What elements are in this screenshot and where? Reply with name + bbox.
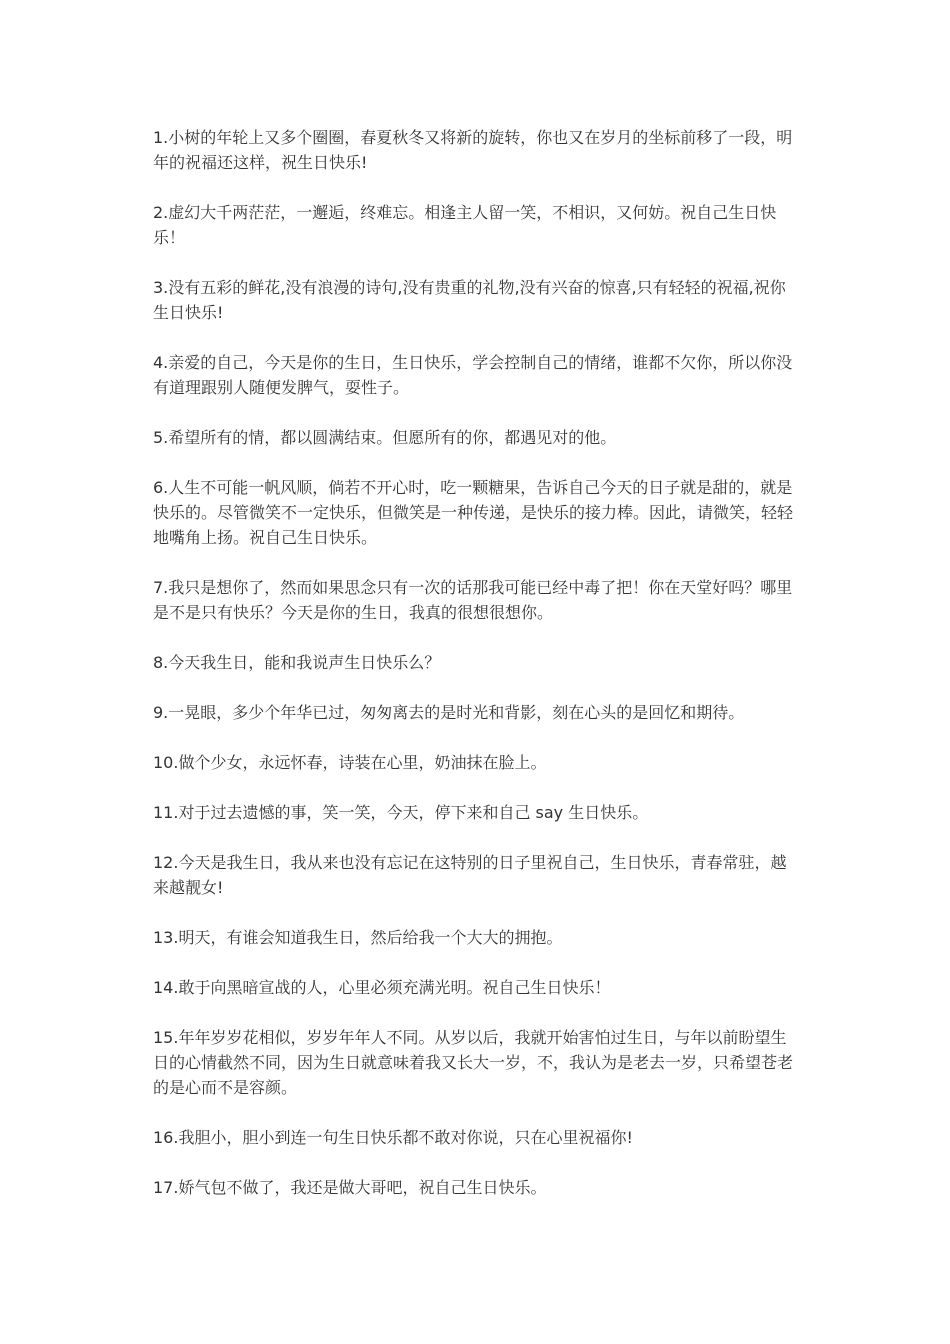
paragraph-14: 14.敢于向黑暗宣战的人，心里必须充满光明。祝自己生日快乐！ (153, 978, 611, 997)
paragraph-16: 16.我胆小，胆小到连一句生日快乐都不敢对你说，只在心里祝福你! (153, 1128, 633, 1147)
paragraph-8: 8.今天我生日，能和我说声生日快乐么？ (153, 653, 441, 672)
paragraph-2: 2.虚幻大千两茫茫，一邂逅，终难忘。相逢主人留一笑，不相识，又何妨。祝自己生日快乐！ (153, 203, 777, 247)
paragraph-3: 3.没有五彩的鲜花,没有浪漫的诗句,没有贵重的礼物,没有兴奋的惊喜,只有轻轻的祝福,祝你生日快乐! (153, 278, 786, 322)
paragraph-7: 7.我只是想你了，然而如果思念只有一次的话那我可能已经中毒了把！你在天堂好吗？哪里是不是只有快乐？今天是你的生日，我真的很想很想你。 (153, 578, 793, 622)
paragraph-15: 15.年年岁岁花相似，岁岁年年人不同。从岁以后，我就开始害怕过生日，与年以前盼望生日的心情截然不同，因为生日就意味着我又长大一岁，不，我认为是老去一岁，只希望苍老的是心而不是容颜。 (153, 1028, 794, 1097)
paragraph-17: 17.娇气包不做了，我还是做大哥吧，祝自己生日快乐。 (153, 1178, 547, 1197)
paragraph-5: 5.希望所有的情，都以圆满结束。但愿所有的你，都遇见对的他。 (153, 428, 617, 447)
paragraph-6: 6.人生不可能一帆风顺，倘若不开心时，吃一颗糖果，告诉自己今天的日子就是甜的，就是快乐的。尽管微笑不一定快乐，但微笑是一种传递，是快乐的接力棒。因此，请微笑，轻轻地嘴角上扬。祝自己生日快乐。 (153, 478, 794, 547)
paragraph-10: 10.做个少女，永远怀春，诗装在心里，奶油抹在脸上。 (153, 753, 547, 772)
paragraph-13: 13.明天，有谁会知道我生日，然后给我一个大大的拥抱。 (153, 928, 563, 947)
document-body (153, 125, 798, 1225)
paragraph-1: 1.小树的年轮上又多个圈圈，春夏秋冬又将新的旋转，你也又在岁月的坐标前移了一段，明年的祝福还这样，祝生日快乐! (153, 128, 793, 172)
paragraph-12: 12.今天是我生日，我从来也没有忘记在这特别的日子里祝自己，生日快乐，青春常驻，越来越靓女! (153, 853, 787, 897)
paragraph-11: 11.对于过去遗憾的事，笑一笑，今天，停下来和自己 say 生日快乐。 (153, 803, 649, 822)
paragraph-4: 4.亲爱的自己，今天是你的生日，生日快乐，学会控制自己的情绪，谁都不欠你，所以你没有道理跟别人随便发脾气，耍性子。 (153, 353, 793, 397)
paragraph-9: 9.一晃眼，多少个年华已过，匆匆离去的是时光和背影，刻在心头的是回忆和期待。 (153, 703, 745, 722)
